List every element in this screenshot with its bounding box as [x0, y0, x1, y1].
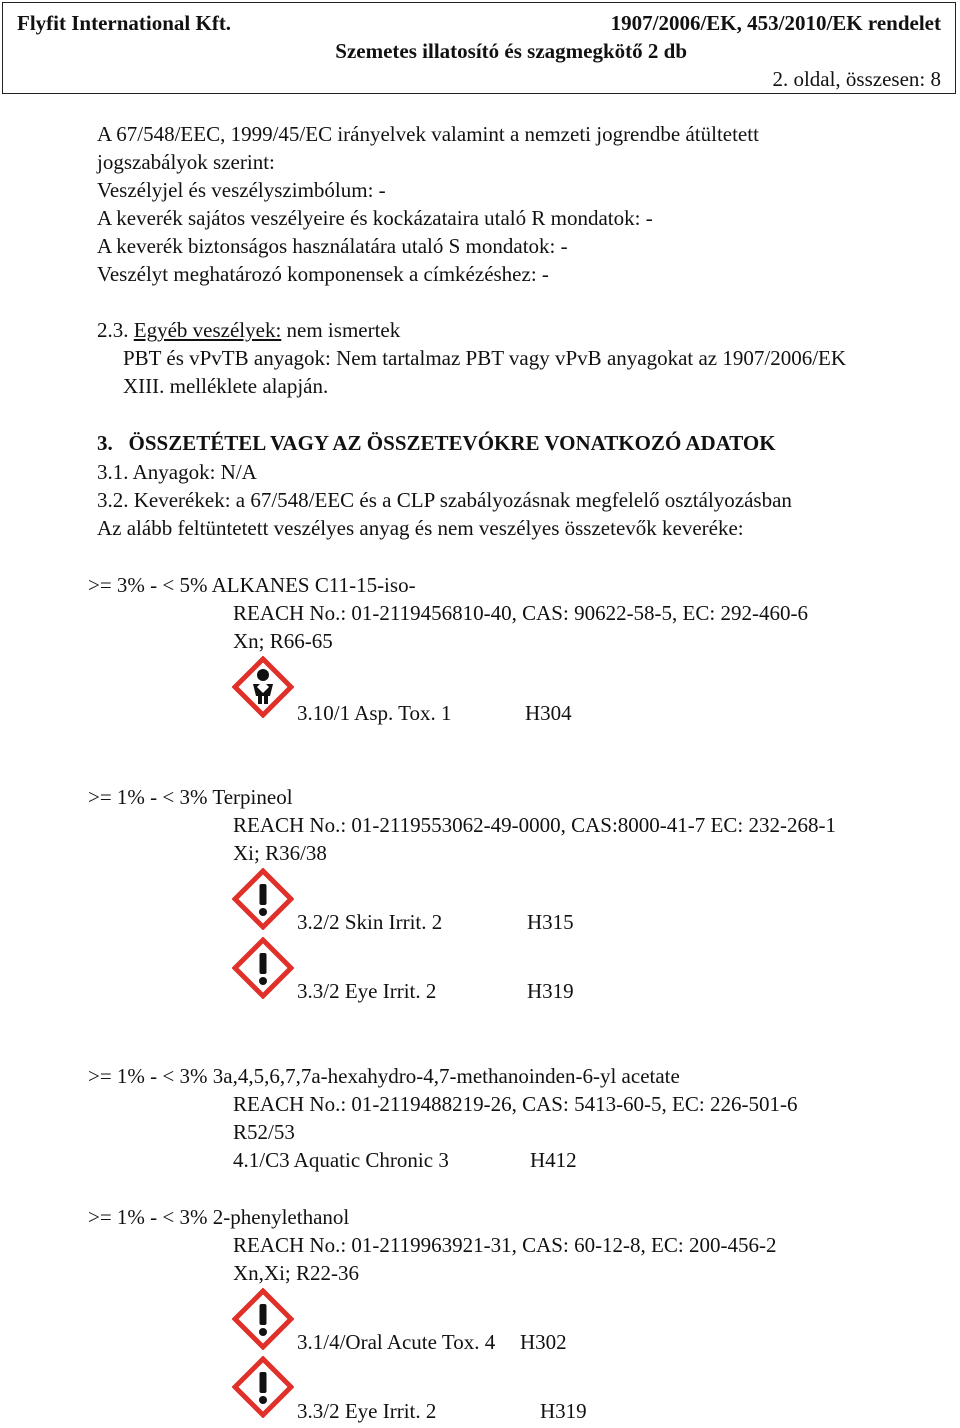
health-hazard-icon	[232, 656, 294, 718]
component-classification: Xn; R66-65	[233, 629, 333, 653]
section-title: Egyéb veszélyek:	[133, 318, 282, 342]
exclamation-icon	[232, 1356, 294, 1418]
intro-line: Veszélyt meghatározó komponensek a címkézéshez: -	[97, 262, 549, 286]
component-concentration: >= 1% - < 3% 2-phenylethanol	[88, 1205, 350, 1229]
section-number: 2.3.	[97, 318, 129, 342]
hazard-category: 3.10/1 Asp. Tox. 1	[297, 701, 452, 725]
regulation-reference: 1907/2006/EK, 453/2010/EK rendelet	[610, 11, 941, 35]
hazard-category: 3.3/2 Eye Irrit. 2	[297, 1399, 437, 1423]
hazard-category: 3.1/4/Oral Acute Tox. 4	[297, 1330, 496, 1354]
component-classification: R52/53	[233, 1120, 295, 1144]
section-3-2-line2: Az alább feltüntetett veszélyes anyag és nem veszélyes összetevők keveréke:	[97, 516, 744, 540]
component-reach: REACH No.: 01-2119963921-31, CAS: 60-12-8, EC: 200-456-2	[233, 1233, 777, 1257]
intro-line: Veszélyjel és veszélyszimbólum: -	[97, 178, 386, 202]
section-2-3-title	[97, 320, 400, 341]
company-name: Flyfit International Kft.	[17, 11, 232, 35]
intro-line: A keverék sajátos veszélyeire és kockázataira utaló R mondatok: -	[97, 206, 653, 230]
hazard-code: H302	[520, 1330, 567, 1354]
page-indicator: 2. oldal, összesen: 8	[772, 67, 941, 91]
component-classification: Xi; R36/38	[233, 841, 327, 865]
component-concentration: >= 1% - < 3% Terpineol	[88, 785, 293, 809]
component-reach: REACH No.: 01-2119553062-49-0000, CAS:8000-41-7 EC: 232-268-1	[233, 813, 836, 837]
component-reach: REACH No.: 01-2119488219-26, CAS: 5413-60-5, EC: 226-501-6	[233, 1092, 798, 1116]
component-concentration: >= 3% - < 5% ALKANES C11-15-iso-	[88, 573, 416, 597]
hazard-category: 4.1/C3 Aquatic Chronic 3	[233, 1148, 449, 1172]
hazard-code: H319	[540, 1399, 587, 1423]
hazard-code: H315	[527, 910, 574, 934]
component-concentration: >= 1% - < 3% 3a,4,5,6,7,7a-hexahydro-4,7-methanoinden-6-yl acetate	[88, 1064, 680, 1088]
exclamation-icon	[232, 868, 294, 930]
pbt-line: PBT és vPvTB anyagok: Nem tartalmaz PBT vagy vPvB anyagokat az 1907/2006/EK	[123, 346, 847, 370]
pbt-line: XIII. melléklete alapján.	[123, 374, 329, 398]
product-name: Szemetes illatosító és szagmegkötő 2 db	[335, 39, 687, 63]
component-classification: Xn,Xi; R22-36	[233, 1261, 359, 1285]
component-reach: REACH No.: 01-2119456810-40, CAS: 90622-58-5, EC: 292-460-6	[233, 601, 808, 625]
exclamation-icon	[232, 1288, 294, 1350]
intro-line: jogszabályok szerint:	[97, 150, 275, 174]
hazard-code: H412	[530, 1148, 577, 1172]
hazard-category: 3.3/2 Eye Irrit. 2	[297, 979, 437, 1003]
section-value: nem ismertek	[286, 318, 401, 342]
intro-line: A keverék biztonságos használatára utaló S mondatok: -	[97, 234, 568, 258]
exclamation-icon	[232, 937, 294, 999]
hazard-code: H319	[527, 979, 574, 1003]
intro-line: A 67/548/EEC, 1999/45/EC irányelvek valamint a nemzeti jogrendbe átültetett	[97, 122, 759, 146]
hazard-category: 3.2/2 Skin Irrit. 2	[297, 910, 443, 934]
section-3-2: 3.2. Keverékek: a 67/548/EEC és a CLP szabályozásnak megfelelő osztályozásban	[97, 488, 792, 512]
hazard-code: H304	[525, 701, 572, 725]
document-header	[2, 2, 956, 94]
section-3-1: 3.1. Anyagok: N/A	[97, 460, 257, 484]
section-3-heading: 3. ÖSSZETÉTEL VAGY AZ ÖSSZETEVÓKRE VONATKOZÓ ADATOK	[97, 431, 776, 455]
